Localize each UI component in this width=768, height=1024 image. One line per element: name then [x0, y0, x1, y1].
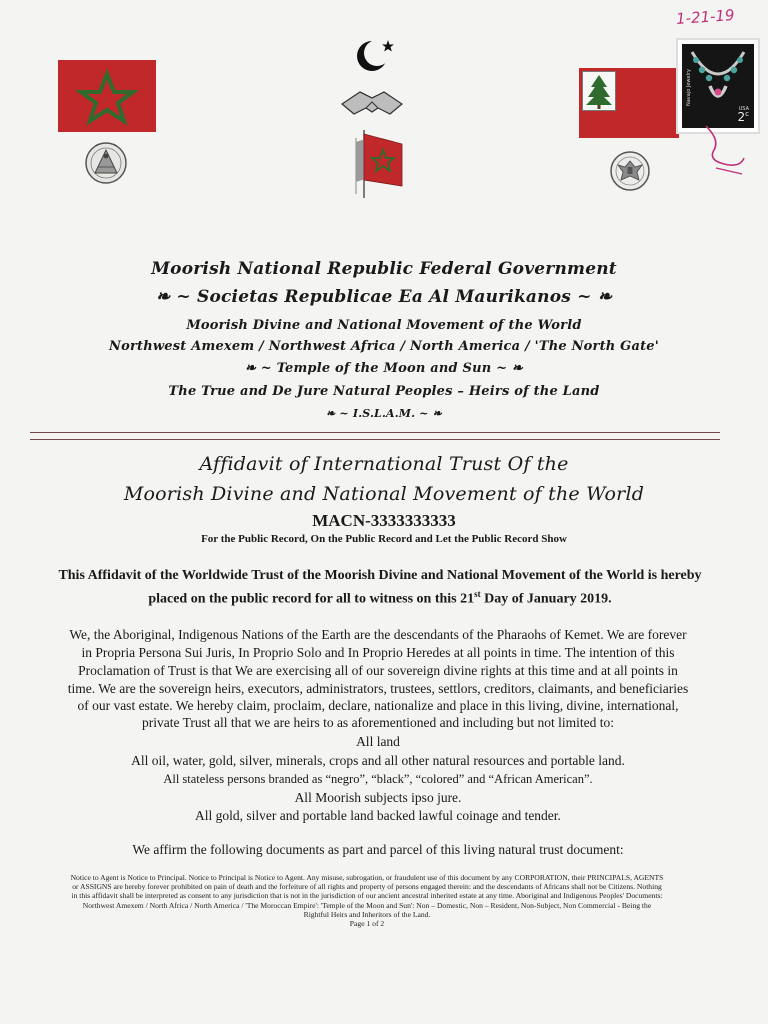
postage-stamp — [678, 40, 758, 132]
crescent-star-icon — [352, 34, 400, 81]
divider-top — [30, 432, 720, 433]
body-line-2: in Propria Persona Sui Juris, In Proprio Solo and In Proprio Heredes at all points in time. The intention of this — [81, 645, 675, 660]
public-record-subtitle: For the Public Record, On the Public Record and Let the Public Record Show — [201, 533, 567, 545]
header-line-1: Moorish National Republic Federal Government — [151, 259, 617, 279]
ornament-icon: ❧ — [428, 407, 443, 420]
list-item: All land — [356, 734, 400, 749]
green-star-icon — [58, 60, 156, 132]
handwritten-date: 1-21-19 — [675, 5, 736, 29]
moroccan-flag — [58, 60, 156, 132]
list-item: All gold, silver and portable land backed lawful coinage and tender. — [195, 808, 561, 823]
pine-tree-flag — [579, 68, 679, 138]
stamp-country: USA — [738, 106, 749, 112]
title-line-2: Moorish Divine and National Movement of the World — [123, 483, 645, 505]
macn-number: MACN-3333333333 — [312, 511, 456, 530]
pine-tree-icon — [583, 72, 615, 110]
footer-line: Notice to Agent is Notice to Principal. Notice to Principal is Notice to Agent. Any misuse, subrogation, or fraudulent use of this document by any CORPORATION, their PRINCIPALS, AGENTS — [70, 873, 664, 882]
stamp-denomination: 2$^c$ — [737, 110, 749, 124]
affirm-line: We affirm the following documents as part and parcel of this living natural trust document: — [132, 842, 624, 857]
page-number: Page 1 of 2 — [349, 919, 385, 929]
great-seal-icon — [84, 141, 128, 190]
footer-line: Rightful Heirs and Inheritors of the Land. — [303, 909, 431, 919]
header-line-3: Moorish Divine and National Movement of the World — [186, 318, 582, 333]
eagle-seal-icon — [609, 150, 651, 197]
list-item: All stateless persons branded as “negro”, “black”, “colored” and “African American”. — [163, 772, 593, 786]
footer-line: in this affidavit shall be interpreted as consent to any jurisdiction that is not in the jurisdiction of our ancient ancestral inherited estate at any time. Aboriginal and Indigenous Peoples' Documents: — [71, 891, 663, 901]
stamp-caption: Navajo Jewelry — [686, 69, 692, 106]
body-line-3: Proclamation of Trust is that We are exercising all of our sovereign divine rights at this time and at all points in — [78, 663, 678, 678]
title-line-1: Affidavit of International Trust Of the — [199, 453, 569, 475]
footer-notice — [22, 873, 712, 928]
ornament-icon: ❧ — [325, 407, 340, 420]
intro-paragraph: This Affidavit of the Worldwide Trust of the Moorish Divine and National Movement of the World is hereby placed on the public record for all to witness on this 21st Day of January 2019. — [58, 568, 702, 607]
body-line-6: private Trust all that we are heirs to as aforementioned and including but not limited to: — [141, 715, 615, 730]
ornament-icon: ❧ — [244, 361, 261, 376]
footer-line: or ASSIGNS are hereby forever prohibited on pain of death and the forfeiture of all rights and property of persons engaged therein: and the descendants of Africans shall not be Citizens. Nothing — [72, 882, 662, 892]
list-item: All Moorish subjects ipso jure. — [294, 790, 462, 805]
body-line-5: of our vast estate. We hereby claim, proclaim, declare, nationalize and place in this living, divine, international, — [77, 698, 679, 713]
ornament-icon: ❧ — [507, 361, 524, 376]
clasped-hands-icon — [338, 84, 406, 125]
list-item: All oil, water, gold, silver, minerals, crops and all other natural resources and portable land. — [131, 753, 625, 768]
body-line-4: time. We are the sovereign heirs, executors, administrators, trustees, settlors, creditors, claimants, and beneficiaries — [67, 681, 689, 696]
header-line-6: The True and De Jure Natural Peoples – Heirs of the Land — [168, 384, 600, 399]
body-line-1: We, the Aboriginal, Indigenous Nations of the Earth are the descendants of the Pharaohs of Kemet. We are forever — [69, 627, 687, 642]
header-line-5: ❧ ~ Temple of the Moon and Sun ~ ❧ — [244, 361, 524, 376]
center-flags-icon — [346, 128, 408, 205]
handwritten-mark-icon — [700, 120, 750, 181]
header-line-7: ❧ ~ I.S.L.A.M. ~ ❧ — [325, 407, 443, 420]
header-line-4: Northwest Amexem / Northwest Africa / North America / 'The North Gate' — [109, 339, 659, 354]
ornament-icon: ❧ — [155, 287, 177, 307]
divider-bottom — [30, 439, 720, 440]
ornament-icon: ❧ — [591, 287, 613, 307]
header-line-2: ❧ ~ Societas Republicae Ea Al Maurikanos ~ ❧ — [155, 287, 613, 307]
footer-line: Northwest Amexem / North Africa / North America / 'The Moroccan Empire': 'Temple of the Moon and Sun': Non – Domestic, Non – Resident, Non-Subject, Non Commercial - Being the — [82, 900, 652, 910]
